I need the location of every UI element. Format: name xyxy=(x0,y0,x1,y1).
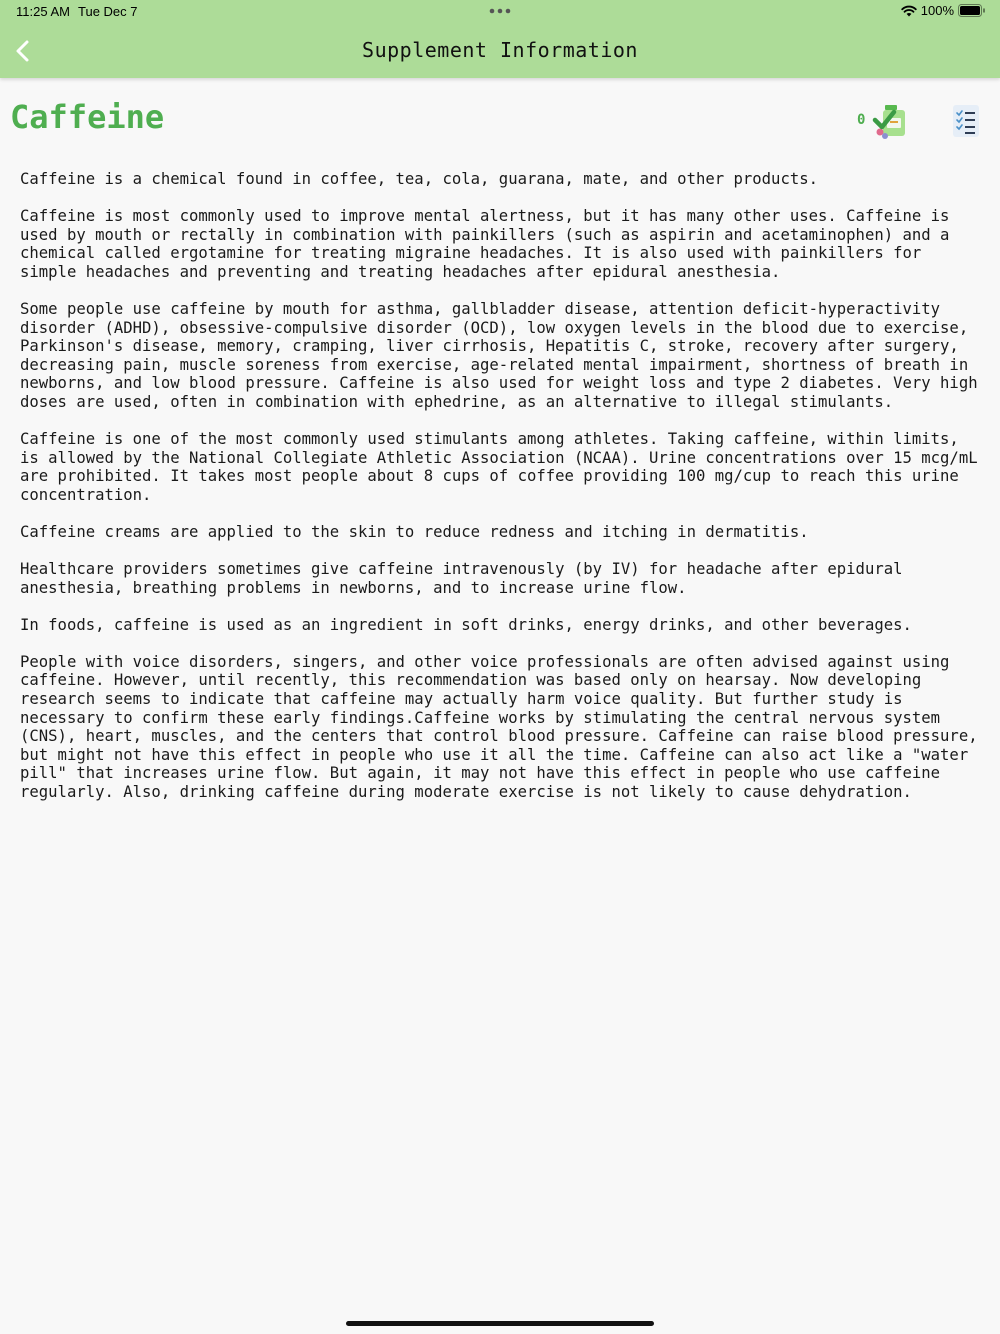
multitasking-dots-icon[interactable] xyxy=(488,6,512,16)
description-paragraph: In foods, caffeine is used as an ingredient in soft drinks, energy drinks, and other beverages. xyxy=(20,615,912,634)
wifi-icon xyxy=(901,5,917,17)
home-indicator[interactable] xyxy=(346,1321,654,1326)
battery-icon xyxy=(958,4,986,17)
navigation-bar xyxy=(0,0,1000,78)
checklist-icon[interactable] xyxy=(953,105,979,137)
status-date: Tue Dec 7 xyxy=(78,4,138,19)
description-paragraph: Caffeine creams are applied to the skin to reduce redness and itching in dermatitis. xyxy=(20,522,809,541)
supplement-name: Caffeine xyxy=(10,98,165,136)
supplement-description xyxy=(20,170,985,820)
description-paragraph: People with voice disorders, singers, and other voice professionals are often advised against using caffeine. However, until recently, this recommendation was based only on hearsay. Now developing research seems to indicate that caffeine may actually harm voice quality. But further study is necessary to confirm these early findings.Caffeine works by stimulating the central nervous system (CNS), heart, muscles, and the centers that control blood pressure. Caffeine can raise blood pressure, but might not have this effect in people who use it all the time. Caffeine can also act like a "water pill" that increases urine flow. But again, it may not have this effect in people who use caffeine regularly. Also, drinking caffeine during moderate exercise is not likely to cause dehydration. xyxy=(20,652,978,801)
description-paragraph: Caffeine is one of the most commonly used stimulants among athletes. Taking caffeine, within limits, is allowed by the National Collegiate Athletic Association (NCAA). Urine concentrations over 15 mcg/mL are prohibited. It takes most people about 8 cups of coffee providing 100 mg/cup to reach this urine concentration. xyxy=(20,430,978,504)
status-time: 11:25 AM xyxy=(16,4,70,19)
description-paragraph: Caffeine is a chemical found in coffee, tea, cola, guarana, mate, and other products. xyxy=(20,170,818,188)
supplement-bottle-check-icon[interactable] xyxy=(872,102,908,140)
status-indicators xyxy=(901,3,986,18)
description-paragraph: Caffeine is most commonly used to improve mental alertness, but it has many other uses. Caffeine is used by mouth or rectally in combination with painkillers (such as aspirin and acetaminophen) and a chemical called ergotamine for treating migraine headaches. It is also used with painkillers for simple headaches and preventing and treating headaches after epidural anesthesia. xyxy=(20,207,950,281)
page-title: Supplement Information xyxy=(362,38,638,62)
battery-percentage: 100% xyxy=(920,3,954,18)
description-paragraph: Healthcare providers sometimes give caffeine intravenously (by IV) for headache after epidural anesthesia, breathing problems in newborns, and to increase urine flow. xyxy=(20,560,903,597)
supplement-count: 0 xyxy=(857,112,866,128)
description-paragraph: Some people use caffeine by mouth for asthma, gallbladder disease, attention deficit-hyperactivity disorder (ADHD), obsessive-compulsive disorder (OCD), low oxygen levels in the blood due to exercise, Parkinson's disease, memory, cramping, liver cirrhosis, Hepatitis C, stroke, recovery after surgery, decreasing pain, muscle soreness from exercise, age-related mental impairment, shortness of breath in newborns, and low blood pressure. Caffeine is also used for weight loss and type 2 diabetes. Very high doses are used, often in combination with ephedrine, as an alternative to illegal stimulants. xyxy=(20,299,978,411)
